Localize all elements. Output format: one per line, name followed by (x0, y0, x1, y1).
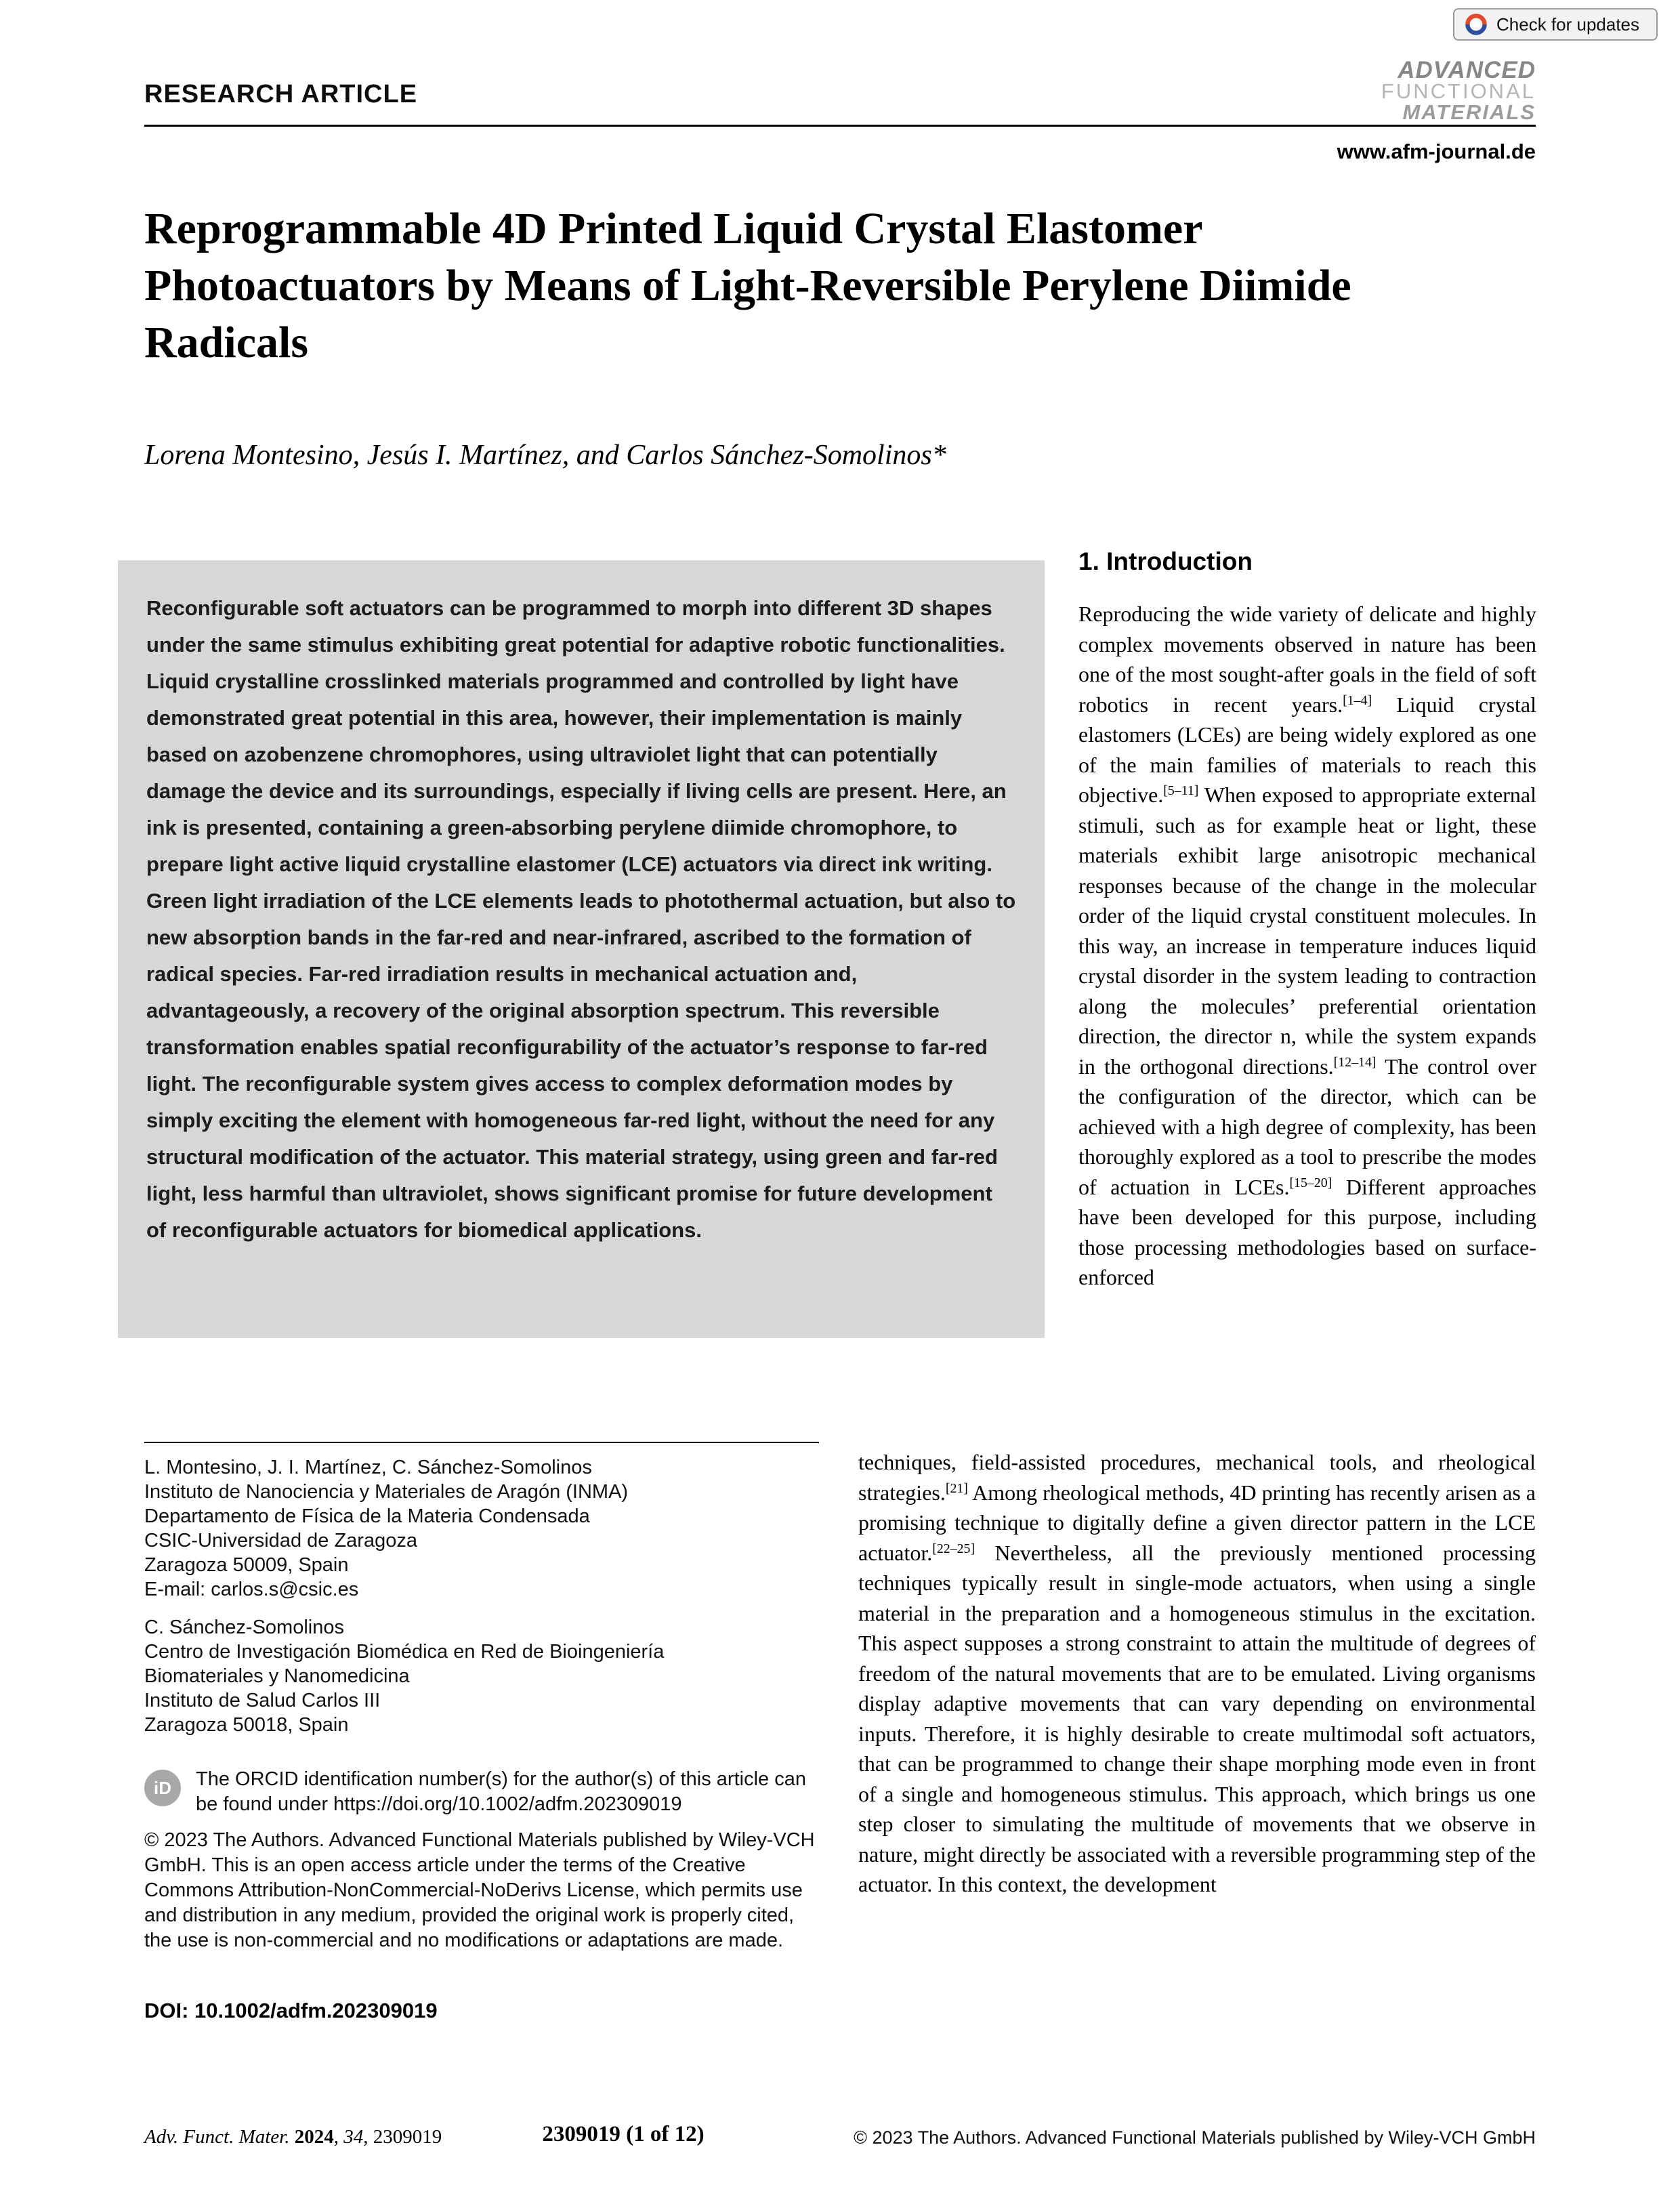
affiliation-line: L. Montesino, J. I. Martínez, C. Sánchez-Somolinos (144, 1457, 592, 1478)
check-for-updates-button[interactable] (1453, 8, 1658, 41)
orcid-icon[interactable]: iD (144, 1770, 181, 1806)
orcid-doi-link[interactable]: https://doi.org/10.1002/adfm.202309019 (333, 1793, 682, 1815)
footer-page-number: 2309019 (1 of 12) (542, 2122, 705, 2146)
abstract-box (118, 560, 1045, 1338)
affiliation-line: Centro de Investigación Biomédica en Red de Bioingeniería (144, 1641, 665, 1663)
affiliation-block-2 (144, 1615, 828, 1737)
affiliation-email-line (144, 1577, 828, 1602)
footer-volume: , 34 (333, 2126, 364, 2148)
logo-line-advanced: ADVANCED (1398, 57, 1536, 83)
header-rule (144, 125, 1536, 127)
affiliation-line: Biomateriales y Nanomedicina (144, 1665, 410, 1687)
orcid-text (196, 1767, 828, 1817)
journal-url: www.afm-journal.de (1337, 140, 1536, 163)
affiliation-line: Instituto de Nanociencia y Materiales de Aragón (INMA) (144, 1481, 629, 1503)
authors-line: Lorena Montesino, Jesús I. Martínez, and Carlos Sánchez-Somolinos* (144, 440, 946, 471)
orcid-text-body: The ORCID identification number(s) for the author(s) of this article can be found under (196, 1768, 806, 1815)
footer-year: 2024 (289, 2126, 334, 2148)
logo-line-materials: MATERIALS (1402, 100, 1536, 124)
email-label: E-mail: (144, 1579, 211, 1600)
footer-article-number: , 2309019 (363, 2126, 442, 2148)
affiliation-line: CSIC-Universidad de Zaragoza (144, 1530, 417, 1551)
email-link[interactable]: carlos.s@csic.es (211, 1579, 359, 1600)
article-type-label: RESEARCH ARTICLE (144, 80, 418, 108)
affiliation-line: Departamento de Física de la Materia Condensada (144, 1505, 590, 1527)
affiliation-line: Zaragoza 50018, Spain (144, 1714, 349, 1736)
affiliation-line: Zaragoza 50009, Spain (144, 1554, 349, 1576)
introduction-text-narrow-column: Reproducing the wide variety of delicate and highly complex movements observed in nature has been one of the most sought-after goals in the field of soft robotics in recent years.[1–4] Liquid crystal elastomers (LCEs) are being widely explored as one of the main families of materials to reach this objective.[5–11] When exposed to appropriate external stimuli, such as for example heat or light, these materials exhibit large anisotropic mechanical responses because of the change in the molecular order of the liquid crystal constituent molecules. In this way, an increase in temperature induces liquid crystal disorder in the system leading to contraction along the molecules’ preferential orientation direction, the director n, while the system expands in the orthogonal directions.[12–14] The control over the configuration of the director, which can be achieved with a high degree of complexity, has been thoroughly explored as a tool to prescribe the modes of actuation in LCEs.[15–20] Different approaches have been developed for this purpose, including those processing methodologies based on surface-enforced (1078, 602, 1537, 1289)
footer-copyright: © 2023 The Authors. Advanced Functional Materials published by Wiley-VCH GmbH (854, 2127, 1536, 2148)
journal-logo (1381, 57, 1536, 124)
section-heading-introduction: 1. Introduction (1078, 547, 1253, 575)
check-for-updates-label: Check for updates (1496, 14, 1640, 35)
footer-citation (144, 2126, 442, 2148)
orcid-note (144, 1767, 828, 1817)
affiliation-line: C. Sánchez-Somolinos (144, 1617, 344, 1638)
affiliation-block-1 (144, 1455, 828, 1602)
logo-line-functional: FUNCTIONAL (1381, 79, 1536, 103)
crossmark-icon (1464, 12, 1488, 37)
doi-line: DOI: 10.1002/adfm.202309019 (144, 1999, 438, 2022)
affiliation-rule (144, 1442, 819, 1443)
footer-journal-name: Adv. Funct. Mater. (144, 2126, 290, 2148)
affiliation-line: Instituto de Salud Carlos III (144, 1690, 381, 1711)
abstract-text: Reconfigurable soft actuators can be programmed to morph into different 3D shapes under the same stimulus exhibiting great potential for adaptive robotic functionalities. Liquid crystalline crosslinked materials programmed and controlled by light have demonstrated great potential in this area, however, their implementation is mainly based on azobenzene chromophores, using ultraviolet light that can potentially damage the device and its surroundings, especially if living cells are present. Here, an ink is presented, containing a green-absorbing perylene diimide chromophore, to prepare light active liquid crystalline elastomer (LCE) actuators via direct ink writing. Green light irradiation of the LCE elements leads to photothermal actuation, but also to new absorption bands in the far-red and near-infrared, ascribed to the formation of radical species. Far-red irradiation results in mechanical actuation and, advantageously, a recovery of the original absorption spectrum. This reversible transformation enables spatial reconfigurability of the actuator’s response to far-red light. The reconfigurable system gives access to complex deformation modes by simply exciting the element with homogeneous far-red light, without the need for any structural modification of the actuator. This material strategy, using green and far-red light, less harmful than ultraviolet, shows significant promise for future development of reconfigurable actuators for biomedical applications. (146, 596, 1016, 1242)
license-note: © 2023 The Authors. Advanced Functional Materials published by Wiley-VCH GmbH. This is an open access article under the terms of the Creative Commons Attribution-NonCommercial-NoDerivs License, which permits use and distribution in any medium, provided the original work is properly cited, the use is non-commercial and no modifications or adaptations are made. (144, 1829, 815, 1951)
introduction-text-wide-column: techniques, field-assisted procedures, mechanical tools, and rheological strategies.[21] Among rheological methods, 4D printing has recently arisen as a promising technique to digitally define a given director pattern in the LCE actuator.[22–25] Nevertheless, all the previously mentioned processing techniques typically result in single-mode actuators, when using a single material in the preparation and a homogeneous stimulus in the excitation. This aspect supposes a strong constraint to attain the multitude of degrees of freedom of the natural movements that are to be emulated. Living organisms display adaptive movements that can vary depending on environmental inputs. Therefore, it is highly desirable to create multimodal soft actuators, that can be programmed to change their shape morphing mode even in front of a single and homogeneous stimulus. This approach, which brings us one step closer to simulating the multitude of movements that we observe in nature, might directly be associated with a reversible programming step of the actuator. In this context, the development (858, 1450, 1536, 1896)
article-title: Reprogrammable 4D Printed Liquid Crystal Elastomer Photoactuators by Means of Light-Reversible Perylene Diimide Radicals (144, 204, 1351, 367)
